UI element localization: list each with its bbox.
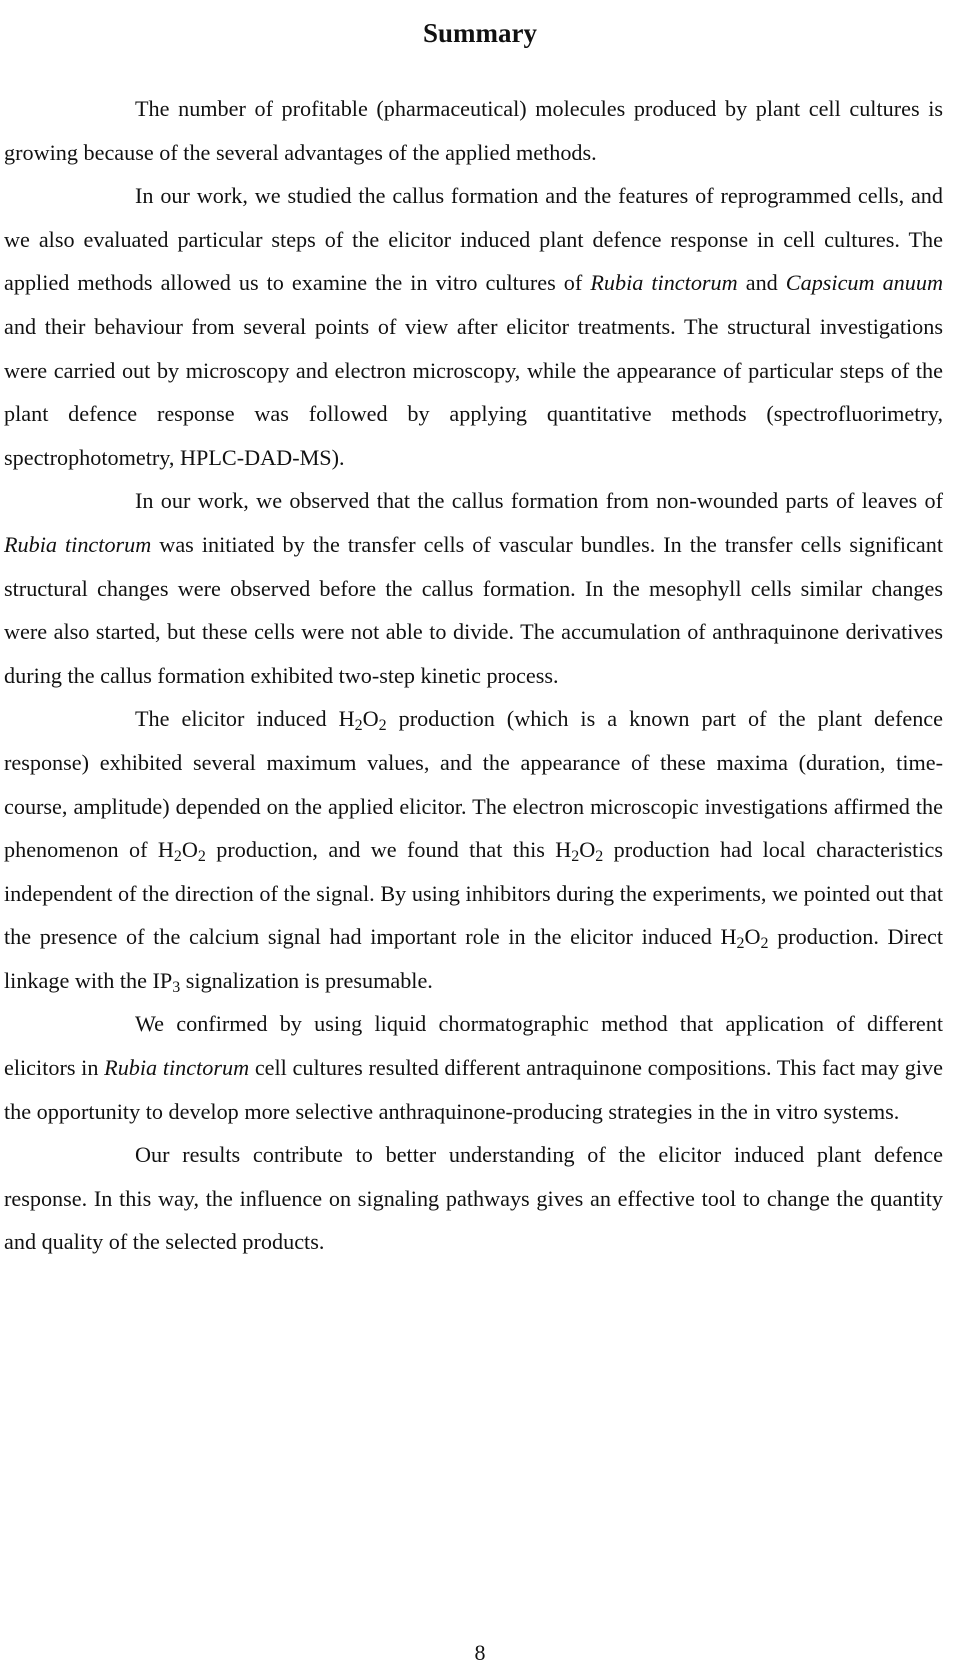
subscript: 2 [197, 848, 206, 866]
text-run: production had local characteristics independent of the direction of the signal. By using inhibitors during the experiments, we pointed out that the presence of the calcium signal had important role in the elicitor induced H [4, 837, 943, 950]
subscript: 2 [173, 848, 182, 866]
species-name: Rubia tinctorum [104, 1055, 250, 1081]
text-run: and their behaviour from several points of view after elicitor treatments. The structural investigations were carried out by microscopy and electron microscopy, while the appearance of particular steps of the plant defence response was followed by applying quantitative methods (spectrofluorimetry, spectrophotometry, HPLC-DAD-MS). [4, 313, 943, 470]
text-run: In our work, we studied the callus formation and the features of reprogrammed cells, and we also evaluated particular steps of the elicitor induced plant defence response in cell cultures. The applied methods allowed us to examine the in vitro cultures of [4, 183, 943, 296]
page-number: 8 [474, 1640, 486, 1665]
text-run: cell cultures resulted different antraquinone compositions. This fact may give the opportunity to develop more selective anthraquinone-producing strategies in the in vitro systems. [4, 1055, 944, 1124]
paragraph [4, 1133, 943, 1264]
paragraph [4, 1002, 943, 1133]
text-run: was initiated by the transfer cells of vascular bundles. In the transfer cells significant structural changes were observed before the callus formation. In the mesophyll cells similar changes were also started, but these cells were not able to divide. The accumulation of anthraquinone derivatives during the callus formation exhibited two-step kinetic process. [4, 531, 944, 688]
paragraph [4, 697, 943, 1002]
text-run: We confirmed by using liquid chormatographic method that application of different elicitors in [4, 1011, 943, 1081]
species-name: Rubia tinctorum [590, 270, 738, 296]
text-run: O [362, 706, 379, 732]
summary-body [4, 87, 943, 1264]
species-name: Capsicum anuum [785, 270, 943, 296]
subscript: 2 [571, 848, 580, 866]
text-run: O [744, 924, 761, 950]
page-title: Summary [423, 18, 537, 49]
subscript: 2 [736, 935, 745, 953]
paragraph [4, 87, 943, 174]
text-run: In our work, we observed that the callus formation from non-wounded parts of leaves of [135, 488, 943, 514]
text-run: O [181, 837, 198, 863]
subscript: 2 [760, 935, 769, 953]
subscript: 2 [354, 717, 363, 735]
subscript: 2 [378, 717, 387, 735]
paragraph [4, 479, 943, 697]
text-run: O [579, 837, 596, 863]
text-run: Our results contribute to better understanding of the elicitor induced plant defence response. In this way, the influence on signaling pathways gives an effective tool to change the quantity and quality of the selected products. [4, 1142, 943, 1255]
text-run: production, and we found that this H [205, 837, 572, 863]
text-run: signalization is presumable. [180, 967, 433, 993]
text-run: production (which is a known part of the plant defence response) exhibited several maximum values, and the appearance of these maxima (duration, time-course, amplitude) depended on the applied elicitor. The electron microscopic investigations affirmed the phenomenon of H [4, 706, 943, 863]
subscript: 2 [595, 848, 604, 866]
text-run: The number of profitable (pharmaceutical) molecules produced by plant cell cultures is growing because of the several advantages of the applied methods. [4, 96, 943, 165]
text-run: production. Direct linkage with the IP [4, 924, 943, 993]
text-run: The elicitor induced H [135, 706, 355, 732]
subscript: 3 [172, 978, 181, 996]
text-run: and [737, 270, 786, 296]
species-name: Rubia tinctorum [4, 531, 152, 557]
paragraph [4, 174, 943, 479]
